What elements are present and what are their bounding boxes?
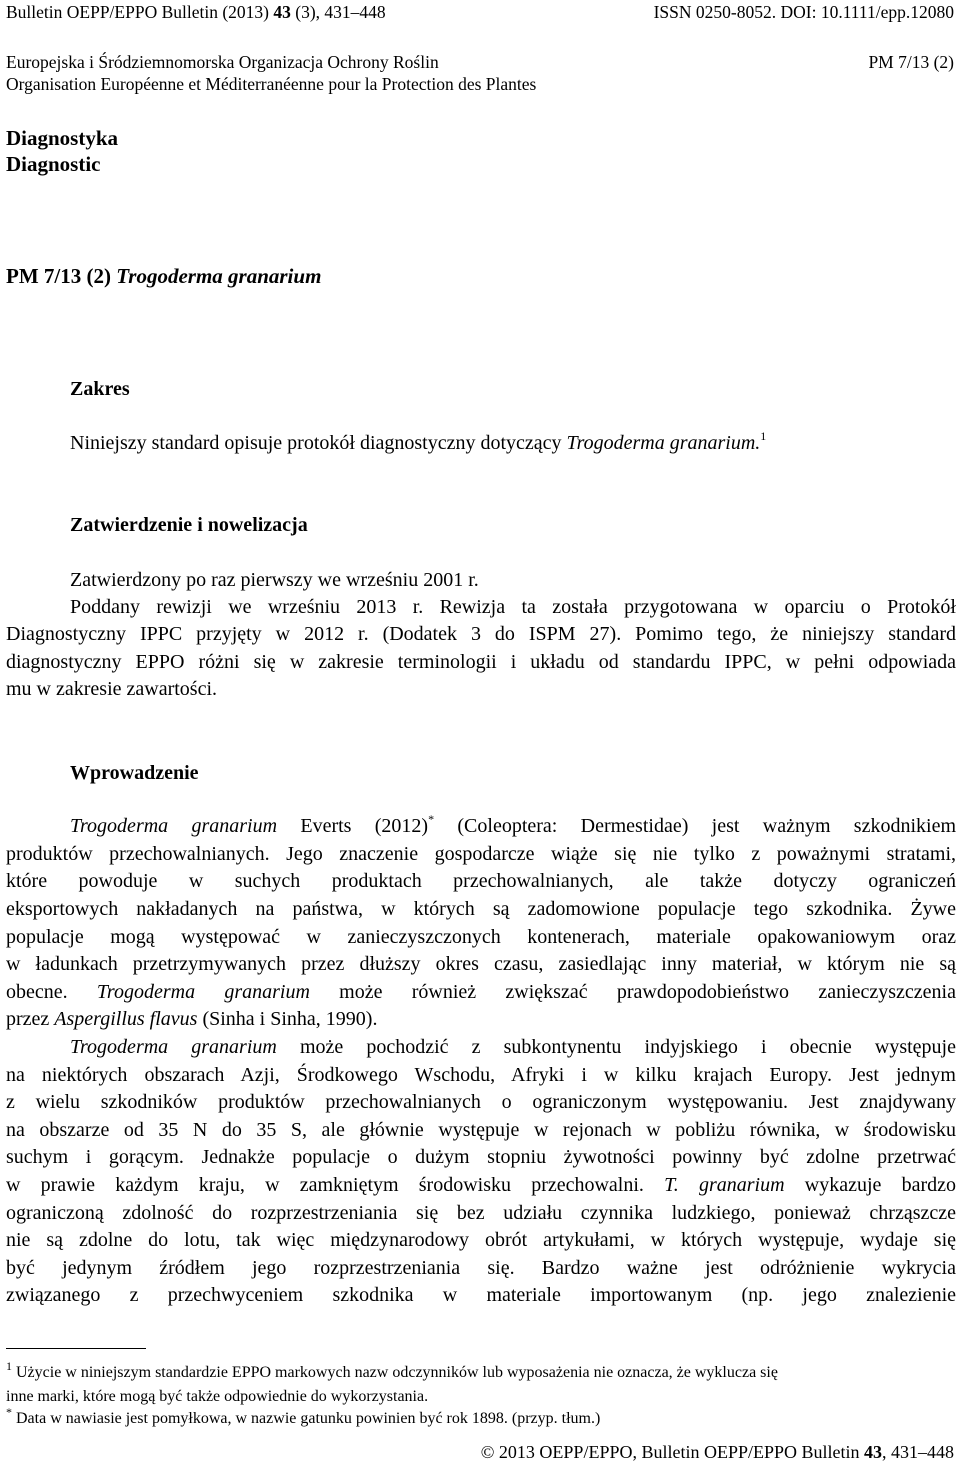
- standard-code: PM 7/13 (2): [868, 52, 954, 72]
- title-species: Trogoderma granarium: [116, 264, 322, 288]
- intro-line: Trogoderma granarium może pochodzić z subkontynentu indyjskiego i obecnie występuje: [70, 1036, 956, 1058]
- intro-line: związanego z przechwyceniem szkodnika w materiale importowanym (np. jego znalezienie: [6, 1284, 956, 1306]
- footnote-mark-1: 1: [6, 1358, 12, 1373]
- intro-line: Trogoderma granarium Everts (2012)* (Coleoptera: Dermestidae) jest ważnym szkodnikiem: [70, 812, 957, 837]
- species-name: Trogoderma granarium: [96, 981, 310, 1003]
- intro-line: nie są zdolne do lotu, tak więc międzynarodowy obrót artykułami, w których występuje, wydaje się: [6, 1229, 956, 1251]
- footnote-mark-star: *: [6, 1404, 12, 1419]
- species-name: T. granarium: [664, 1174, 785, 1196]
- intro-line: na obszarze od 35 N do 35 S, ale głównie występuje w rejonach w pobliżu równika, w środowisku: [6, 1119, 956, 1141]
- category-fr: Diagnostic: [6, 152, 101, 176]
- scope-heading: Zakres: [70, 378, 130, 400]
- organization-name-fr: Organisation Européenne et Méditerranéenne pour la Protection des Plantes: [6, 74, 537, 94]
- intro-line: ograniczoną zdolność do rozprzestrzeniania się bez udziału czynnika ludzkiego, ponieważ chrząszcze: [6, 1202, 956, 1224]
- intro-line: przez Aspergillus flavus (Sinha i Sinha, 1990).: [6, 1008, 378, 1030]
- footer-volume: 43: [864, 1442, 882, 1462]
- journal-volume: 43: [273, 2, 291, 22]
- approval-line: mu w zakresie zawartości.: [6, 678, 218, 700]
- footnote-1-continued: inne marki, które mogą być także odpowiednie do wykorzystania.: [6, 1388, 429, 1405]
- intro-line: być jedynym źródłem jego rozprzestrzeniania się. Bardzo ważne jest odróżnienie wykrycia: [6, 1257, 956, 1279]
- footnote-ref-1[interactable]: 1: [760, 429, 767, 444]
- intro-line: produktów przechowalnianych. Jego znaczenie gospodarcze wiąże się nie tylko z poważnymi stratami,: [6, 843, 956, 865]
- journal-citation: [6, 2, 386, 22]
- approval-line: Diagnostyczny IPPC przyjęty w 2012 r. (Dodatek 3 do ISPM 27). Pomimo tego, że niniejszy standard: [6, 623, 956, 645]
- intro-line: eksportowych nakładanych na państwa, w których są zadomowione populacje tego szkodnika. Żywe: [6, 898, 956, 920]
- intro-line: na niektórych obszarach Azji, Środkowego Wschodu, Afryki i w kilku krajach Europy. Jest jednym: [6, 1064, 956, 1086]
- title-code: PM 7/13 (2): [6, 264, 117, 288]
- species-name: Aspergillus flavus: [54, 1008, 198, 1030]
- scope-species: Trogoderma granarium.: [566, 432, 761, 454]
- organization-name-pl: Europejska i Śródziemnomorska Organizacja Ochrony Roślin: [6, 52, 439, 72]
- approval-line: Zatwierdzony po raz pierwszy we wrześniu 2001 r.: [70, 569, 479, 591]
- issn-doi: ISSN 0250-8052. DOI: 10.1111/epp.12080: [653, 2, 954, 22]
- approval-line: diagnostyczny EPPO różni się w zakresie terminologii i układu od standardu IPPC, w pełni odpowiada: [6, 651, 956, 673]
- species-name: Trogoderma granarium: [70, 1036, 277, 1058]
- footnote-rule: [6, 1348, 146, 1349]
- approval-line: Poddany rewizji we wrześniu 2013 r. Rewizja ta została przygotowana w oparciu o Protokół: [70, 596, 956, 618]
- page-title: [6, 264, 321, 289]
- footnote-1: $^1$ Użycie w niniejszym standardzie EPPO markowych nazw odczynników lub wyposażenia nie oznacza, że wyklucza się: [6, 1358, 778, 1381]
- intro-line: suchym i gorącym. Jednakże populacje o dużym stopniu żywotności powinny być zdolne przetrwać: [6, 1146, 956, 1168]
- journal-issue-pages: (3), 431–448: [290, 2, 386, 22]
- copyright-footer: © 2013 OEPP/EPPO, Bulletin OEPP/EPPO Bulletin 43, 431–448: [480, 1442, 954, 1462]
- approval-heading: Zatwierdzenie i nowelizacja: [70, 514, 308, 536]
- intro-heading: Wprowadzenie: [70, 762, 199, 784]
- footnote-ref-star[interactable]: *: [428, 812, 435, 827]
- footnote-star: * Data w nawiasie jest pomyłkowa, w nazwie gatunku powinien być rok 1898. (przyp. tłum.): [6, 1404, 601, 1427]
- intro-line: obecne. Trogoderma granarium może również zwiększać prawdopodobieństwo zanieczyszczenia: [6, 981, 956, 1003]
- intro-line: w ładunkach przetrzymywanych przez dłuższy okres czasu, zasiedlając inny materiał, w którym nie są: [6, 953, 956, 975]
- scope-text: Niniejszy standard opisuje protokół diagnostyczny dotyczący Trogoderma granarium.$^1$: [70, 429, 767, 454]
- journal-name: Bulletin OEPP/EPPO Bulletin (2013): [6, 2, 274, 22]
- category-pl: Diagnostyka: [6, 126, 119, 150]
- intro-line: populacje mogą występować w zanieczyszczonych kontenerach, materiale opakowaniowym oraz: [6, 926, 956, 948]
- species-name: Trogoderma granarium: [70, 815, 278, 837]
- intro-line: które powoduje w suchych produktach przechowalnianych, ale także dotyczy ograniczeń: [6, 870, 956, 892]
- intro-line: w prawie każdym kraju, w zamkniętym środowisku przechowalni. T. granarium wykazuje bardzo: [6, 1174, 957, 1196]
- intro-line: z wielu szkodników produktów przechowalnianych o ograniczonym występowaniu. Jest znajdywany: [6, 1091, 956, 1113]
